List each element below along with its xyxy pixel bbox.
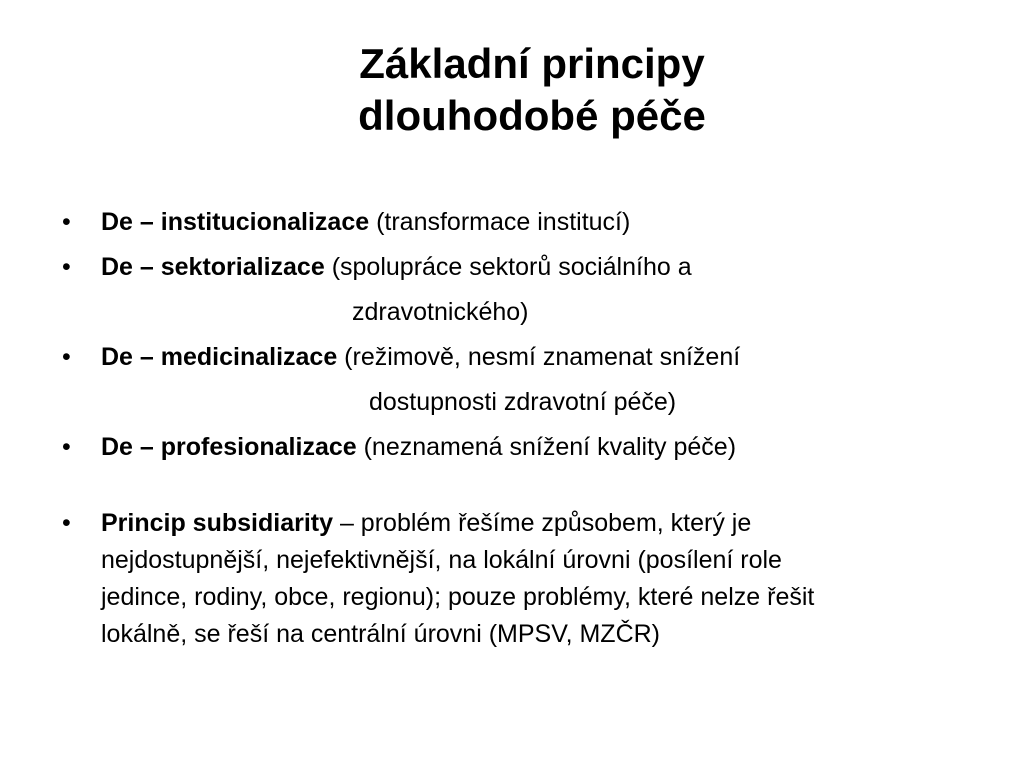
bullet-term: De – sektorializace — [101, 253, 325, 281]
bullet-line: nejdostupnější, nejefektivnější, na lokální úrovni (posílení role — [101, 546, 782, 574]
bullet-text: (režimově, nesmí znamenat snížení — [337, 343, 741, 371]
bullet-item — [62, 200, 1007, 245]
bullet-icon — [62, 501, 82, 546]
bullet-text: (spolupráce sektorů sociálního a — [324, 253, 692, 281]
bullet-term: Princip subsidiarity — [101, 509, 334, 537]
bullet-term: De – profesionalizace — [101, 433, 357, 461]
bullet-item — [62, 245, 1007, 335]
bullet-icon — [62, 245, 82, 290]
slide-title — [0, 38, 1024, 142]
title-line-2: dlouhodobé péče — [358, 92, 706, 139]
bullet-icon — [62, 425, 82, 470]
bullet-term: De – institucionalizace — [101, 208, 370, 236]
bullet-continuation: zdravotnického) — [352, 298, 529, 326]
bullet-text: (neznamená snížení kvality péče) — [356, 433, 737, 461]
bullet-term: De – medicinalizace — [101, 343, 338, 371]
bullet-icon — [62, 335, 82, 380]
bullet-item — [62, 335, 1007, 425]
bullet-icon — [62, 200, 82, 245]
bullet-line: lokálně, se řeší na centrální úrovni (MPSV, MZČR) — [101, 620, 661, 648]
bullet-list — [62, 200, 1007, 653]
bullet-item — [62, 501, 1007, 653]
bullet-line — [101, 505, 1007, 542]
bullet-item — [62, 425, 1007, 470]
bullet-line: jedince, rodiny, obce, regionu); pouze problémy, které nelze řešit — [101, 583, 815, 611]
bullet-text: (transformace institucí) — [369, 208, 631, 236]
bullet-continuation: dostupnosti zdravotní péče) — [369, 388, 677, 416]
title-line-1: Základní principy — [359, 40, 705, 87]
bullet-text: – problém řešíme způsobem, který je — [333, 509, 752, 537]
